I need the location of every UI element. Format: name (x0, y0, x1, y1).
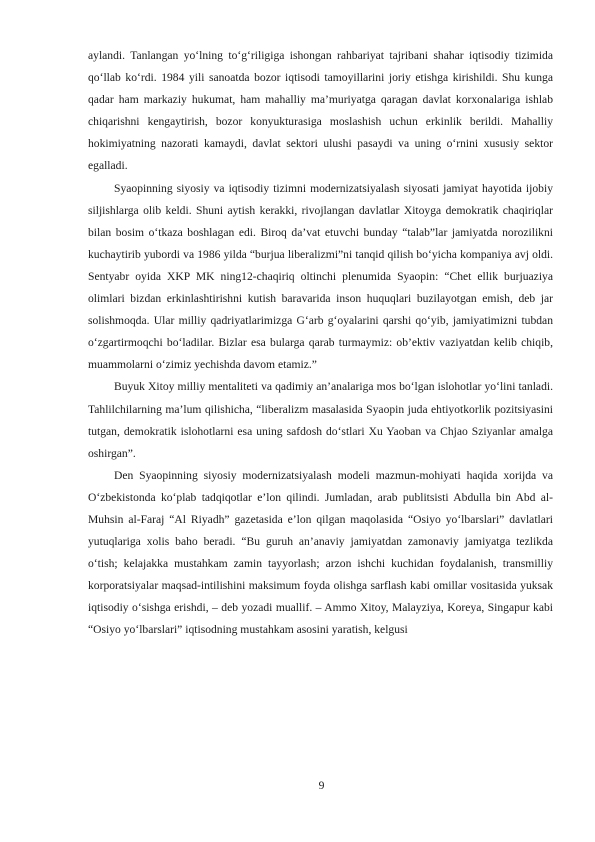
paragraph-2: Syaopinning siyosiy va iqtisodiy tizimni modernizatsiyalash siyosati jamiyat hayotida ijobiy siljishlarga olib keldi. Shuni aytish kerakki, rivojlangan davlatlar Xitoyga demokratik chaqiriqlar bilan bosim o‘tkaza boshlagan edi. Biroq da’vat etuvchi bunday “talab”lar jamiyatda norozilikni kuchaytirib yubordi va 1986 yilda “burjua liberalizmi”ni tanqid qilish bo‘yicha kompaniya avj oldi. Sentyabr oyida XKP MK ning12-chaqiriq oltinchi plenumida Syaopin: “Chet ellik burjuaziya olimlari bizdan erkinlashtirishni kutish baravarida inson huquqlari buzilayotgan emish, deb jar solishmoqda. Ular milliy qadriyatlarimizga G‘arb g‘oyalarini qarshi qo‘yib, jamiyatimizni tubdan o‘zgartirmoqchi bo‘ladilar. Bizlar esa bularga qarab turmaymiz: ob’ektiv vaziyatdan kelib chiqib, muammolarni o‘zimiz yechishda davom etamiz.” (88, 181, 553, 372)
paragraph-4: Den Syaopinning siyosiy modernizatsiyalash modeli mazmun-mohiyati haqida xorijda va O‘zbekistonda ko‘plab tadqiqotlar e’lon qilindi. Jumladan, arab publitsisti Abdulla bin Abd al-Muhsin al-Faraj “Al Riyadh” gazetasida e’lon qilgan maqolasida “Osiyo yo‘lbarslari” davlatlari yutuqlariga xolis baho beradi. “Bu guruh an’anaviy jamiyatdan zamonaviy jamiyatga tezlikda o‘tish; kelajakka mustahkam zamin tayyorlash; arzon ishchi kuchidan foydalanish, transmilliy korporatsiyalar maqsad-intilishini maksimum foyda olishga sarflash kabi omillar vositasida yuksak iqtisodiy o‘sishga erishdi, – deb yozadi muallif. – Ammo Xitoy, Malayziya, Koreya, Singapur kabi “Osiyo yo‘lbarslari” iqtisodning mustahkam asosini yaratish, kelgusi (88, 468, 553, 637)
page-number: 9 (318, 779, 325, 792)
page-body (88, 45, 553, 642)
paragraph-1: aylandi. Tanlangan yo‘lning to‘g‘riligiga ishongan rahbariyat tajribani shahar iqtisodiy tizimida qo‘llab ko‘rdi. 1984 yili sanoatda bozor iqtisodi tamoyillarini joriy etishga kirishildi. Shu kunga qadar ham markaziy hukumat, ham mahalliy ma’muriyatga qaragan davlat korxonalariga ishlab chiqarishni kengaytirish, bozor konyukturasiga moslashish uchun erkinlik berildi. Mahalliy hokimiyatning nazorati kamaydi, davlat sektori ulushi pasaydi va uning o‘rnini xususiy sektor egalladi. (88, 49, 553, 173)
paragraph-3: Buyuk Xitoy milliy mentaliteti va qadimiy an’analariga mos bo‘lgan islohotlar yo‘lini tanladi. Tahlilchilarning ma’lum qilishicha, “liberalizm masalasida Syaopin juda ehtiyotkorlik pozitsiyasini tutgan, demokratik islohotlarni esa uning safdosh do‘stlari Xu Yaoban va Chjao Sziyanlar amalga oshirgan”. (88, 380, 553, 460)
